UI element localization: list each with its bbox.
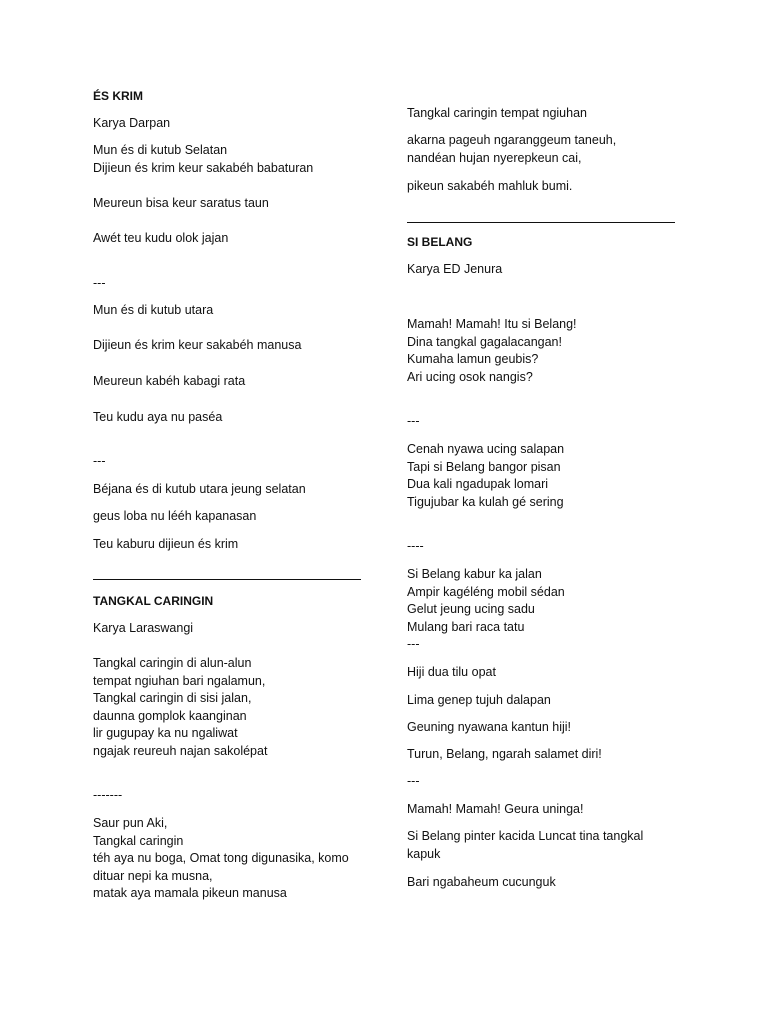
poem-title-si-belang: SI BELANG xyxy=(407,235,473,249)
poem-title-tangkal-caringin: TANGKAL CARINGIN xyxy=(93,594,214,608)
poem-line: Teu kudu aya nu paséa xyxy=(93,410,223,424)
poem-line: Mun és di kutub utara xyxy=(93,303,214,317)
poem-title-es-krim: ÉS KRIM xyxy=(93,89,144,103)
separator-text: --- xyxy=(93,454,106,468)
poem-line: Lima genep tujuh dalapan xyxy=(407,693,551,707)
poem-line: Bari ngabaheum cucunguk xyxy=(407,875,556,889)
separator-text: --- xyxy=(407,774,420,788)
author-si-belang: Karya ED Jenura xyxy=(407,262,503,276)
poem-line: Meureun bisa keur saratus taun xyxy=(93,196,269,210)
stanza: Tangkal caringin di alun-alun tempat ngiuhan bari ngalamun, Tangkal caringin di sisi jalan, daunna gomplok kaanginan lir gugupay ka nu ngaliwat ngajak reureuh najan sakolépat xyxy=(93,656,268,758)
stanza: Si Belang kabur ka jalan Ampir kagéléng mobil sédan Gelut jeung ucing sadu Mulang bari raca tatu --- xyxy=(407,567,565,652)
stanza: Mamah! Mamah! Itu si Belang! Dina tangkal gagalacangan! Kumaha lamun geubis? Ari ucing osok nangis? xyxy=(407,317,577,384)
stanza: Saur pun Aki, Tangkal caringin téh aya nu boga, Omat tong digunasika, komo dituar nepi ka musna, matak aya mamala pikeun manusa xyxy=(93,816,349,901)
poem-line: Béjana és di kutub utara jeung selatan xyxy=(93,482,306,496)
poem-line: Hiji dua tilu opat xyxy=(407,665,496,679)
poem-line: pikeun sakabéh mahluk bumi. xyxy=(407,179,573,193)
poem-line: Dijieun és krim keur sakabéh manusa xyxy=(93,338,302,352)
poem-line: geus loba nu lééh kapanasan xyxy=(93,509,257,523)
separator-text: ---- xyxy=(407,539,424,553)
poem-line: Teu kaburu dijieun és krim xyxy=(93,537,239,551)
author-tangkal-caringin: Karya Laraswangi xyxy=(93,621,194,635)
poem-line: Meureun kabéh kabagi rata xyxy=(93,374,246,388)
section-divider xyxy=(407,222,675,223)
poem-line: Geuning nyawana kantun hiji! xyxy=(407,720,572,734)
poem-line: Tangkal caringin tempat ngiuhan xyxy=(407,106,587,120)
separator-text: --- xyxy=(407,414,420,428)
poem-line: Si Belang pinter kacida Luncat tina tangkal kapuk xyxy=(407,829,644,861)
stanza: Mun és di kutub Selatan Dijieun és krim keur sakabéh babaturan xyxy=(93,143,314,175)
poem-line: Mamah! Mamah! Geura uninga! xyxy=(407,802,584,816)
separator-text: --- xyxy=(93,276,106,290)
poem-line: Awét teu kudu olok jajan xyxy=(93,231,229,245)
stanza: akarna pageuh ngaranggeum taneuh, nandéan hujan nyerepkeun cai, xyxy=(407,133,617,165)
separator-text: ------- xyxy=(93,788,123,802)
section-divider xyxy=(93,579,361,580)
author-es-krim: Karya Darpan xyxy=(93,116,171,130)
stanza: Cenah nyawa ucing salapan Tapi si Belang bangor pisan Dua kali ngadupak lomari Tigujubar ka kulah gé sering xyxy=(407,442,565,509)
poem-line: Turun, Belang, ngarah salamet diri! xyxy=(407,747,602,761)
